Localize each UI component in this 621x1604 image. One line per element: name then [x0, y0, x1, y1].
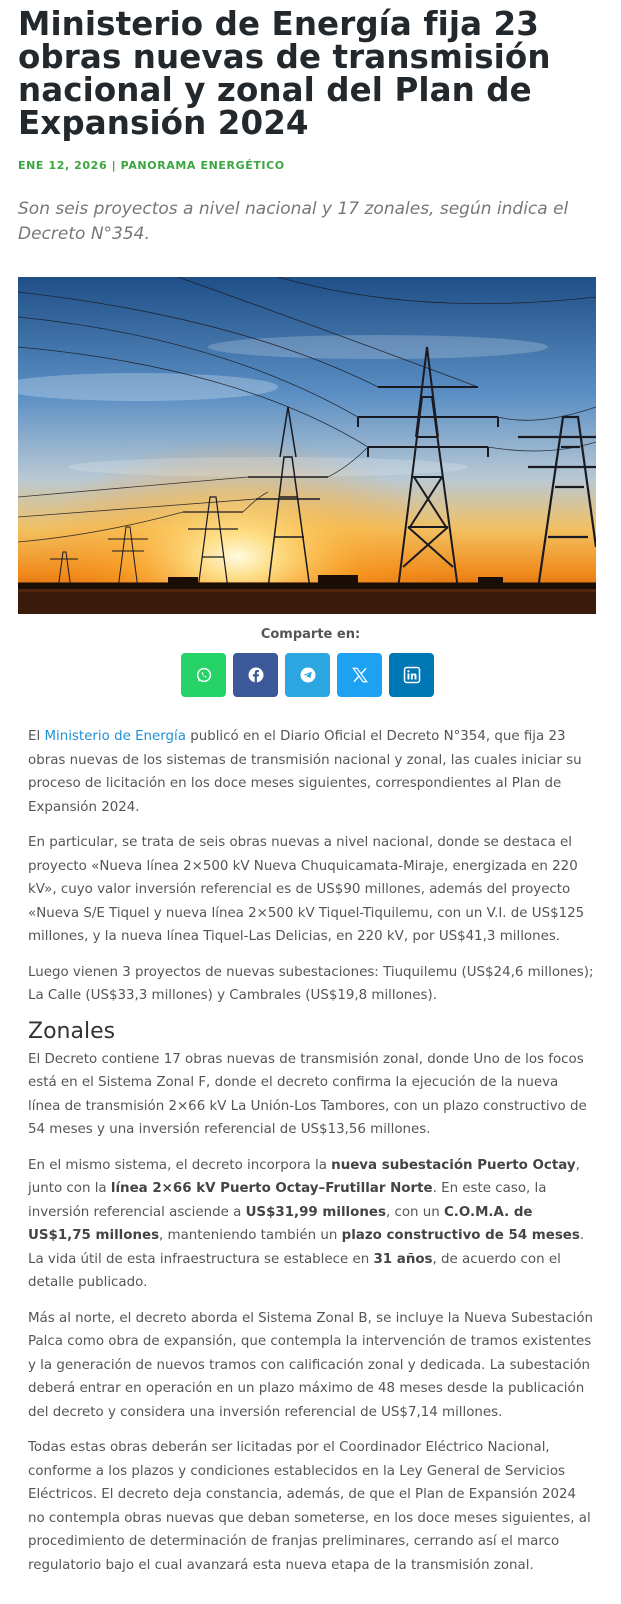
bold-text: 31 años [373, 1251, 433, 1267]
paragraph-5 [28, 1154, 594, 1295]
section-heading-zonales: Zonales [28, 1018, 116, 1044]
share-whatsapp-button[interactable] [181, 653, 226, 697]
bold-text: US$31,99 millones [245, 1204, 386, 1220]
bold-text: nueva subestación Puerto Octay [331, 1157, 576, 1173]
linkedin-icon [403, 666, 421, 684]
text: En el mismo sistema, el decreto incorpora la [28, 1157, 332, 1173]
paragraph-2: En particular, se trata de seis obras nuevas a nivel nacional, donde se destaca el proyecto «Nueva línea 2×500 kV Nueva Chuquicamata-Miraje, energizada en 220 kV», cuyo valor inversión referencial es de US$90 millones, además del proyecto «Nueva S/E Tiquel y nueva línea 2×500 kV Tiquel-Tiquilemu, con un V.I. de US$125 millones, y la nueva línea Tiquel-Las Delicias, en 220 kV, por US$41,3 millones. [28, 835, 585, 944]
bold-text: línea 2×66 kV Puerto Octay–Frutillar Norte [110, 1181, 433, 1196]
paragraph-3: Luego vienen 3 proyectos de nuevas subestaciones: Tiuquilemu (US$24,6 millones); La Calle (US$33,3 millones) y Cambrales (US$19,8 millones). [28, 964, 594, 1003]
share-x-button[interactable] [337, 653, 382, 697]
paragraph-1 [28, 725, 594, 819]
article-body [28, 725, 594, 1589]
facebook-icon [247, 666, 265, 684]
article-title: Ministerio de Energía fija 23 obras nuevas de transmisión nacional y zonal del Plan de Expansión 2024 [18, 5, 551, 142]
text: , manteniendo también un [159, 1228, 342, 1243]
bold-text: plazo constructivo de 54 meses [341, 1228, 580, 1243]
text: . En este caso, la inversión referencial asciende a [28, 1181, 547, 1220]
telegram-icon [299, 666, 317, 684]
article-meta[interactable]: ENE 12, 2026 | PANORAMA ENERGÉTICO [18, 159, 285, 172]
share-linkedin-button[interactable] [389, 653, 434, 697]
ministerio-link[interactable]: Ministerio de Energía [44, 729, 186, 744]
text: publicó en el Diario Oficial el Decreto N°354, que fija 23 obras nuevas de los sistemas de transmisión nacional y zonal, las cuales iniciar su proceso de licitación en los doce meses siguientes, correspondientes al Plan de Expansión 2024. [28, 729, 582, 815]
paragraph-7: Todas estas obras deberán ser licitadas por el Coordinador Eléctrico Nacional, conforme a los plazos y condiciones establecidos en la Ley General de Servicios Eléctricos. El decreto deja constancia, además, de que el Plan de Expansión 2024 no contempla obras nuevas que deban someterse, en los doce meses siguientes, al procedimiento de determinación de franjas preliminares, cerrando así el marco regulatorio bajo el cual avanzará esta nueva etapa de la transmisión zonal. [28, 1440, 591, 1573]
text: , de acuerdo con el detalle publicado. [28, 1251, 561, 1290]
article-subtitle: Son seis proyectos a nivel nacional y 17 zonales, según indica el Decreto N°354. [18, 199, 569, 244]
text: , con un [385, 1204, 444, 1220]
share-telegram-button[interactable] [285, 653, 330, 697]
paragraph-6: Más al norte, el decreto aborda el Sistema Zonal B, se incluye la Nueva Subestación Palca como obra de expansión, que contempla la intervención de tramos existentes y la generación de nuevos tramos con calificación zonal y dedicada. La subestación deberá entrar en operación en un plazo máximo de 48 meses desde la publicación del decreto y considera una inversión referencial de US$7,14 millones. [28, 1310, 593, 1420]
whatsapp-icon [195, 666, 213, 684]
paragraph-4: El Decreto contiene 17 obras nuevas de transmisión zonal, donde Uno de los focos está en el Sistema Zonal F, donde el decreto confirma la ejecución de la nueva línea de transmisión 2×66 kV La Unión-Los Tambores, con un plazo constructivo de 54 meses y una inversión referencial de US$13,56 millones. [28, 1051, 587, 1137]
text: El [28, 729, 45, 744]
share-facebook-button[interactable] [233, 653, 278, 697]
text: , junto con la [28, 1157, 580, 1196]
text: . La vida útil de esta infraestructura se establece en [28, 1228, 585, 1267]
share-buttons [181, 653, 434, 697]
bold-text: C.O.M.A. de US$1,75 millones [28, 1204, 533, 1243]
x-icon [351, 666, 369, 684]
hero-image [18, 277, 596, 614]
share-label: Comparte en: [260, 627, 361, 642]
